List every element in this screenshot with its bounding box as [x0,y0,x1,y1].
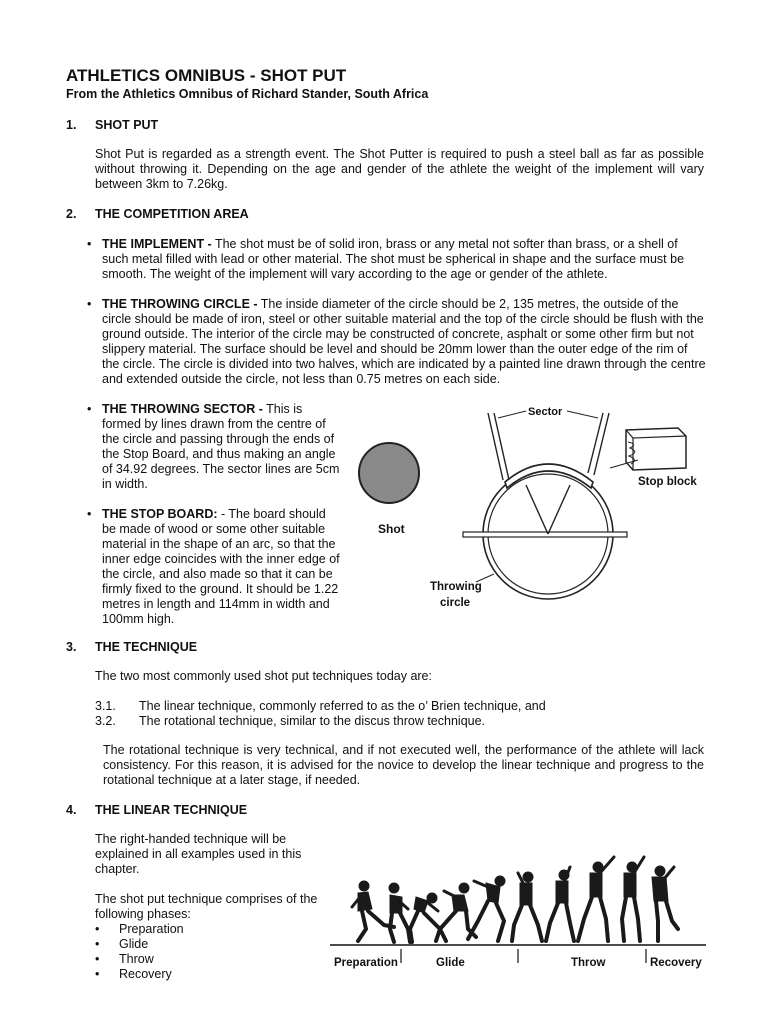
sector-line-right [588,413,609,475]
athlete-figure-3 [410,893,446,942]
page-subtitle: From the Athletics Omnibus of Richard Stander, South Africa [66,87,429,101]
stop-board-arc [505,464,593,488]
throwing-sector-paragraph [102,402,340,492]
sector-label: Sector [528,406,563,418]
athlete-figure-2 [389,883,410,942]
throwing-area-diagram [348,398,708,613]
phases-intro: The shot put technique comprises of the following phases: [95,892,318,921]
sector-line-left [488,413,509,480]
bullet-marker: • [87,402,92,416]
implement-label: THE IMPLEMENT - [102,237,212,251]
page-title: ATHLETICS OMNIBUS - SHOT PUT [66,66,347,85]
implement-paragraph [102,237,706,282]
section-3-number: 3. [66,640,77,654]
sector-lines-inside [526,485,570,534]
throwing-circle-label: THE THROWING CIRCLE - [102,297,258,311]
implement-text: The shot must be of solid iron, brass or any metal not softer than brass, or a shell of such metal filled with lead or other material. The shot must be spherical in shape and the surface must be smooth. The weight of the implement will vary according to the age or gender of the athlete. [102,237,685,281]
phase-label-preparation: Preparation [334,957,398,969]
phase-item: • Glide [95,937,149,951]
phase-label-throw: Throw [571,957,606,969]
throwing-label: Throwing [430,581,482,593]
circle-dividing-line [463,532,627,537]
athlete-figure-10 [652,866,678,941]
technique-intro: The two most commonly used shot put techniques today are: [95,669,432,683]
phase-label-recovery: Recovery [650,957,702,969]
athlete-figure-1 [352,881,394,941]
technique-item-number: 3.1. [95,699,116,713]
throwing-circle-pointer [476,574,494,582]
phase-item: • Throw [95,952,154,966]
athlete-figure-5 [468,876,505,941]
throwing-sector-label: THE THROWING SECTOR - [102,402,263,416]
linear-technique-sequence-figure [328,845,708,975]
section-2-number: 2. [66,207,77,221]
shot-ball-illustration [359,443,419,503]
athlete-silhouettes [352,857,678,942]
stop-board-label: THE STOP BOARD: [102,507,218,521]
section-2-heading: THE COMPETITION AREA [95,207,249,221]
technique-item-text: The rotational technique, similar to the discus throw technique. [139,714,486,728]
athlete-figure-9 [622,857,644,941]
phase-list [95,922,184,982]
stop-block-illustration [626,428,686,470]
bullet-marker: • [87,297,92,311]
athlete-figure-8 [578,857,614,941]
phase-item: • Preparation [95,922,184,936]
throwing-circle-paragraph [102,297,706,387]
shot-label: Shot [378,522,405,536]
stop-board-paragraph [102,507,340,627]
section-3-heading: THE TECHNIQUE [95,640,198,654]
section-1-body: Shot Put is regarded as a strength event. The Shot Putter is required to push a steel ball as far as possible without throwing it. Depending on the age and gender of the athlete the weight of the implement will vary between 3km to 7.26kg. [95,147,704,191]
athlete-figure-7 [546,867,574,941]
section-1-number: 1. [66,118,77,132]
section-4-heading: THE LINEAR TECHNIQUE [95,803,248,817]
stop-block-label: Stop block [638,476,697,488]
circle-label: circle [440,597,471,609]
phase-label-glide: Glide [436,957,465,969]
phase-item: • Recovery [95,967,172,981]
bullet-marker: • [87,237,92,251]
throwing-circle-text: The inside diameter of the circle should be 2, 135 metres, the outside of the circle should be made of iron, steel or other suitable material and the top of the circle should be flush with the ground outside. The interior of the circle may be constructed of concrete, asphalt or some other firm but not slippery material. The surface should be level and should be 20mm lower than the outer edge of the rim of the circle. The circle is divided into two halves, which are indicated by a painted line drawn through the centre and extended outside the circle, not less than 0.75 metres on each side. [102,297,706,386]
bullet-marker: • [87,507,92,521]
athlete-figure-6 [512,872,542,941]
section-4-number: 4. [66,803,77,817]
technique-note: The rotational technique is very technical, and if not executed well, the performance of the athlete will lack consistency. For this reason, it is advised for the novice to develop the linear technique and progress to the rotational technique at a later stage, if needed. [103,743,704,787]
technique-item-text: The linear technique, commonly referred to as the o’ Brien technique, and [139,699,546,713]
linear-intro: The right-handed technique will be explained in all examples used in this chapter. [95,832,302,876]
throwing-sector-text: This is formed by lines drawn from the centre of the circle and passing through the ends of the Stop Board, and thus making an angle of 34.92 degrees. The sector lines are 5cm in width. [102,402,340,491]
technique-item-number: 3.2. [95,714,116,728]
section-1-heading: SHOT PUT [95,118,159,132]
stop-board-text: - The board should be made of wood or some other suitable material in the shape of an arc, so that the inner edge coincides with the inner edge of the circle, and also made so that it can be firmly fixed to the ground. It should be 1.22 metres in length and 114mm in width and 100mm high. [102,507,340,626]
